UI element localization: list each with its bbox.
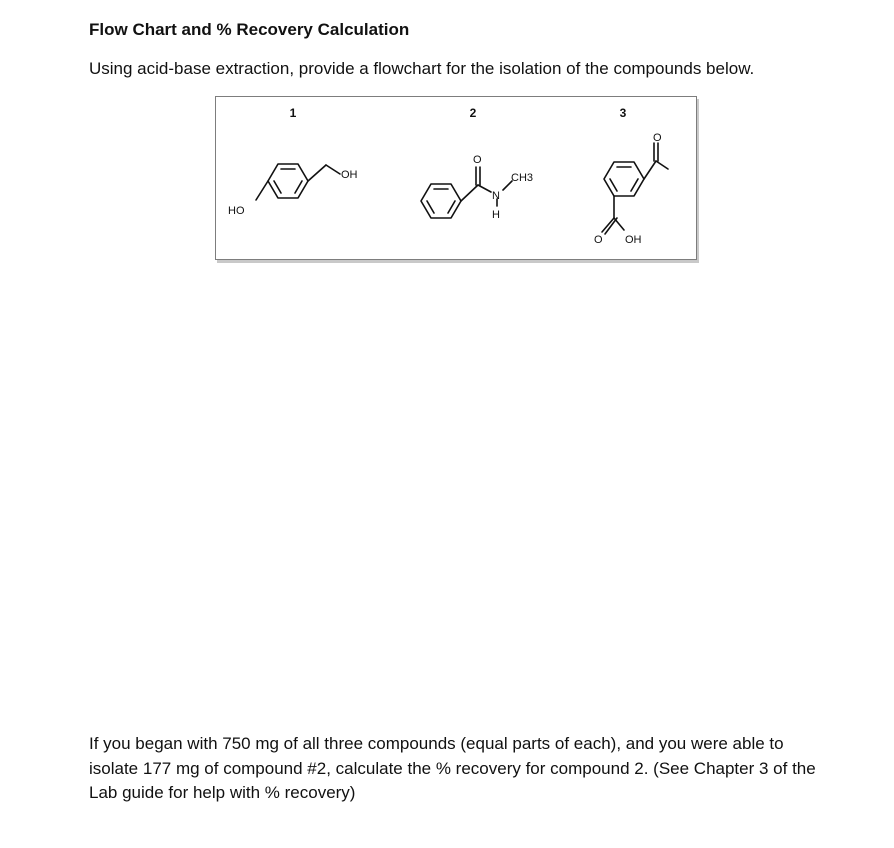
question-line: isolate 177 mg of compound #2, calculate the % recovery for compound 2. (See Chapter 3 of the	[89, 758, 816, 778]
compound-1-structure	[228, 164, 358, 217]
compound-3-label-acid-o: O	[594, 234, 603, 246]
compound-2-structure	[421, 154, 533, 221]
compound-3-label-ketone-o: O	[653, 132, 662, 144]
compound-2-label-n: N	[492, 190, 500, 202]
compound-3-structure	[594, 132, 668, 246]
page-title: Flow Chart and % Recovery Calculation	[89, 20, 410, 39]
compound-2-label-ch3: CH3	[511, 172, 534, 184]
compounds-figure	[215, 96, 697, 260]
compound-2-label-o: O	[473, 154, 482, 166]
question-text	[89, 732, 849, 806]
compound-3-number: 3	[619, 106, 627, 120]
compound-2-label-h: H	[492, 209, 500, 221]
question-line: Lab guide for help with % recovery)	[89, 783, 356, 802]
compound-1-number: 1	[289, 106, 297, 120]
instruction-text: Using acid-base extraction, provide a flowchart for the isolation of the compounds below.	[89, 59, 755, 78]
compound-2-number: 2	[469, 106, 477, 120]
compound-1-label-oh: OH	[341, 169, 358, 181]
question-line: If you began with 750 mg of all three compounds (equal parts of each), and you were able to	[89, 734, 784, 753]
structures-svg	[216, 97, 696, 259]
compound-1-label-ho: HO	[228, 205, 245, 217]
compound-3-label-oh: OH	[625, 234, 642, 246]
